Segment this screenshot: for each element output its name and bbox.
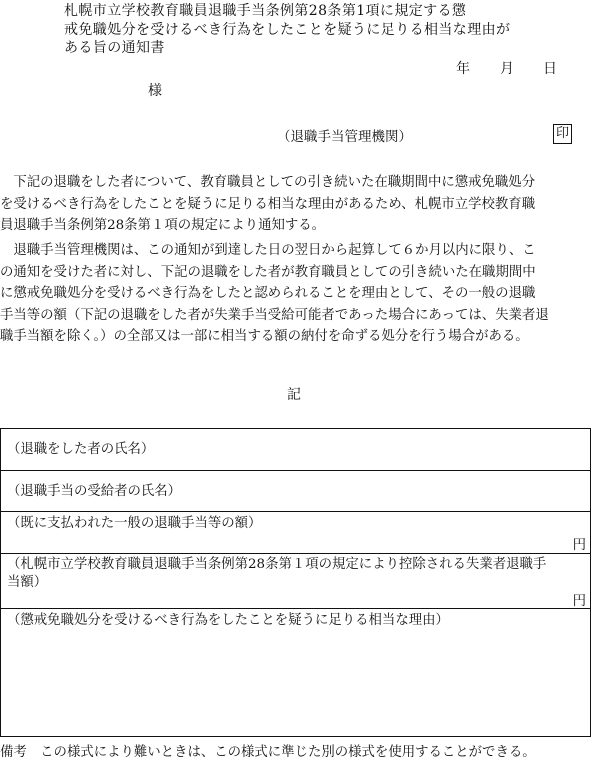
date-month-label: 月 — [500, 61, 514, 77]
ki-heading: 記 — [287, 387, 301, 403]
date-day-label: 日 — [543, 61, 557, 77]
paragraph-2-line: に懲戒免職処分を受けるべき行為をしたと認められることを理由として、その一般の退職 — [0, 286, 536, 301]
date-year-label: 年 — [456, 61, 470, 77]
seal-mark: 印 — [553, 124, 572, 144]
title-line-3: ある旨の通知書 — [64, 40, 165, 56]
remark-note: 備考 この様式により難いときは、この様式に準じた別の様式を使用することができる。 — [0, 745, 536, 760]
row-reasonable-grounds — [1, 609, 590, 735]
row-deducted-unemployment-amount — [1, 554, 590, 609]
sender-label: （退職手当管理機関） — [277, 129, 412, 145]
paragraph-1-line: 下記の退職をした者について、教育職員としての引き続いた在職期間中に懲戒免職処分 — [0, 175, 536, 190]
row-recipient-name — [1, 471, 590, 512]
yen-unit: 円 — [572, 538, 586, 553]
paragraph-2-line: 職手当額を除く。）の全部又は一部に相当する額の納付を命ずる処分を行う場合がある。 — [0, 329, 529, 344]
paragraph-1-line: を受けるべき行為をしたことを疑うに足りる相当な理由があるため、札幌市立学校教育職 — [0, 196, 536, 212]
row-paid-allowance-amount — [1, 512, 590, 554]
title-line-2: 戒免職処分を受けるべき行為をしたことを疑うに足りる相当な理由が — [64, 21, 511, 38]
yen-unit: 円 — [572, 594, 586, 609]
row-label: （札幌市立学校教育職員退職手当条例第28条第１項の規定により控除される失業者退職手 — [7, 557, 547, 572]
notice-paragraph-1 — [0, 172, 593, 237]
document-title — [64, 2, 534, 58]
row-label: （退職をした者の氏名） — [7, 442, 155, 457]
row-label: （懲戒免職処分を受けるべき行為をしたことを疑うに足りる相当な理由） — [7, 613, 449, 628]
row-label-continued: 当額） — [7, 575, 48, 590]
paragraph-2-line: 退職手当管理機関は、この通知が到達した日の翌日から起算して６か月以内に限り、こ — [0, 243, 536, 258]
paragraph-1-line: 員退職手当条例第28条第１項の規定により通知する。 — [0, 218, 326, 233]
details-table — [0, 428, 591, 737]
addressee-suffix: 様 — [148, 83, 162, 99]
title-line-1: 札幌市立学校教育職員退職手当条例第28条第1項に規定する懲 — [64, 3, 467, 19]
paragraph-2-line: の通知を受けた者に対し、下記の退職をした者が教育職員としての引き続いた在職期間中 — [0, 264, 536, 280]
row-retiree-name — [1, 429, 590, 471]
paragraph-2-line: 手当等の額（下記の退職をした者が失業手当受給可能者であった場合にあっては、失業者退 — [0, 307, 549, 323]
notice-paragraph-2 — [0, 240, 593, 348]
row-label: （退職手当の受給者の氏名） — [7, 484, 182, 499]
row-label: （既に支払われた一般の退職手当等の額） — [7, 516, 262, 531]
